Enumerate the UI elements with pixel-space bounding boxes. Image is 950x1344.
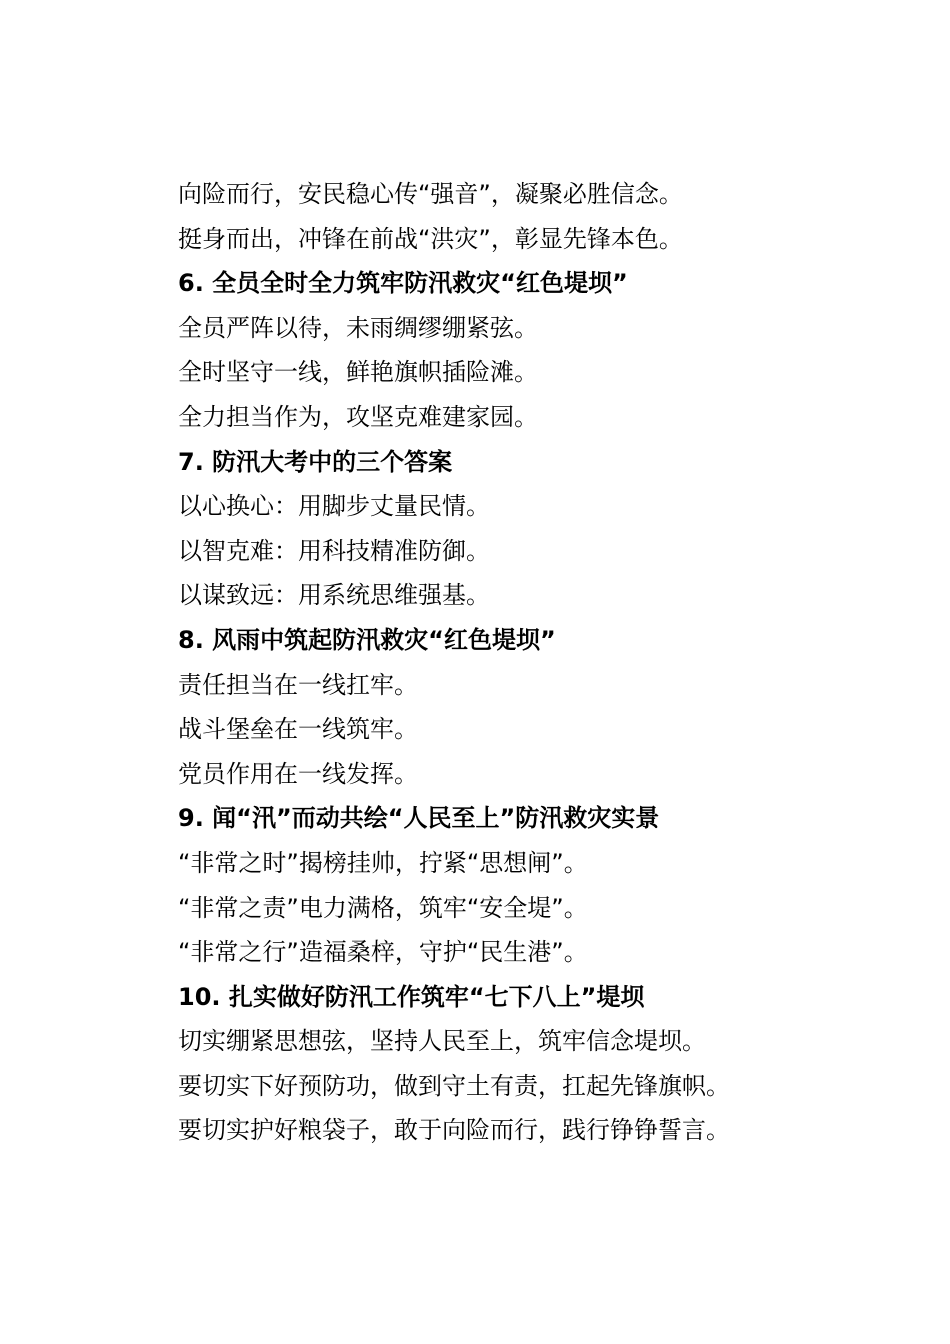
section-heading-6: 6. 全员全时全力筑牢防汛救灾“红色堤坝”	[178, 269, 628, 298]
body-line: 责任担当在一线扛牢。	[178, 670, 418, 699]
body-line: 以智克难：用科技精准防御。	[178, 536, 490, 565]
body-line: 要切实护好粮袋子，敢于向险而行，践行铮铮誓言。	[178, 1116, 730, 1145]
body-line: 切实绷紧思想弦，坚持人民至上，筑牢信念堤坝。	[178, 1027, 706, 1056]
body-line: 党员作用在一线发挥。	[178, 759, 418, 788]
body-line: 要切实下好预防功，做到守土有责，扛起先锋旗帜。	[178, 1071, 730, 1100]
body-line: “非常之行”造福桑梓，守护“民生港”。	[178, 938, 588, 967]
body-line: “非常之时”揭榜挂帅，拧紧“思想闸”。	[178, 848, 588, 877]
body-line: 以心换心：用脚步丈量民情。	[178, 492, 490, 521]
section-heading-8: 8. 风雨中筑起防汛救灾“红色堤坝”	[178, 625, 556, 654]
body-line: 挺身而出，冲锋在前战“洪灾”，彰显先锋本色。	[178, 224, 683, 253]
section-heading-9: 9. 闻“汛”而动共绘“人民至上”防汛救灾实景	[178, 804, 660, 833]
section-heading-10: 10. 扎实做好防汛工作筑牢“七下八上”堤坝	[178, 982, 645, 1011]
body-line: 全力担当作为，攻坚克难建家园。	[178, 402, 538, 431]
body-line: 向险而行，安民稳心传“强音”，凝聚必胜信念。	[178, 180, 683, 208]
body-line: 全员严阵以待，未雨绸缪绷紧弦。	[178, 313, 538, 342]
body-line: “非常之责”电力满格，筑牢“安全堤”。	[178, 893, 588, 922]
body-line: 战斗堡垒在一线筑牢。	[178, 715, 418, 744]
body-line: 以谋致远：用系统思维强基。	[178, 581, 490, 610]
section-heading-7: 7. 防汛大考中的三个答案	[178, 447, 453, 476]
body-line: 全时坚守一线，鲜艳旗帜插险滩。	[178, 358, 538, 387]
document-page	[178, 172, 918, 1153]
